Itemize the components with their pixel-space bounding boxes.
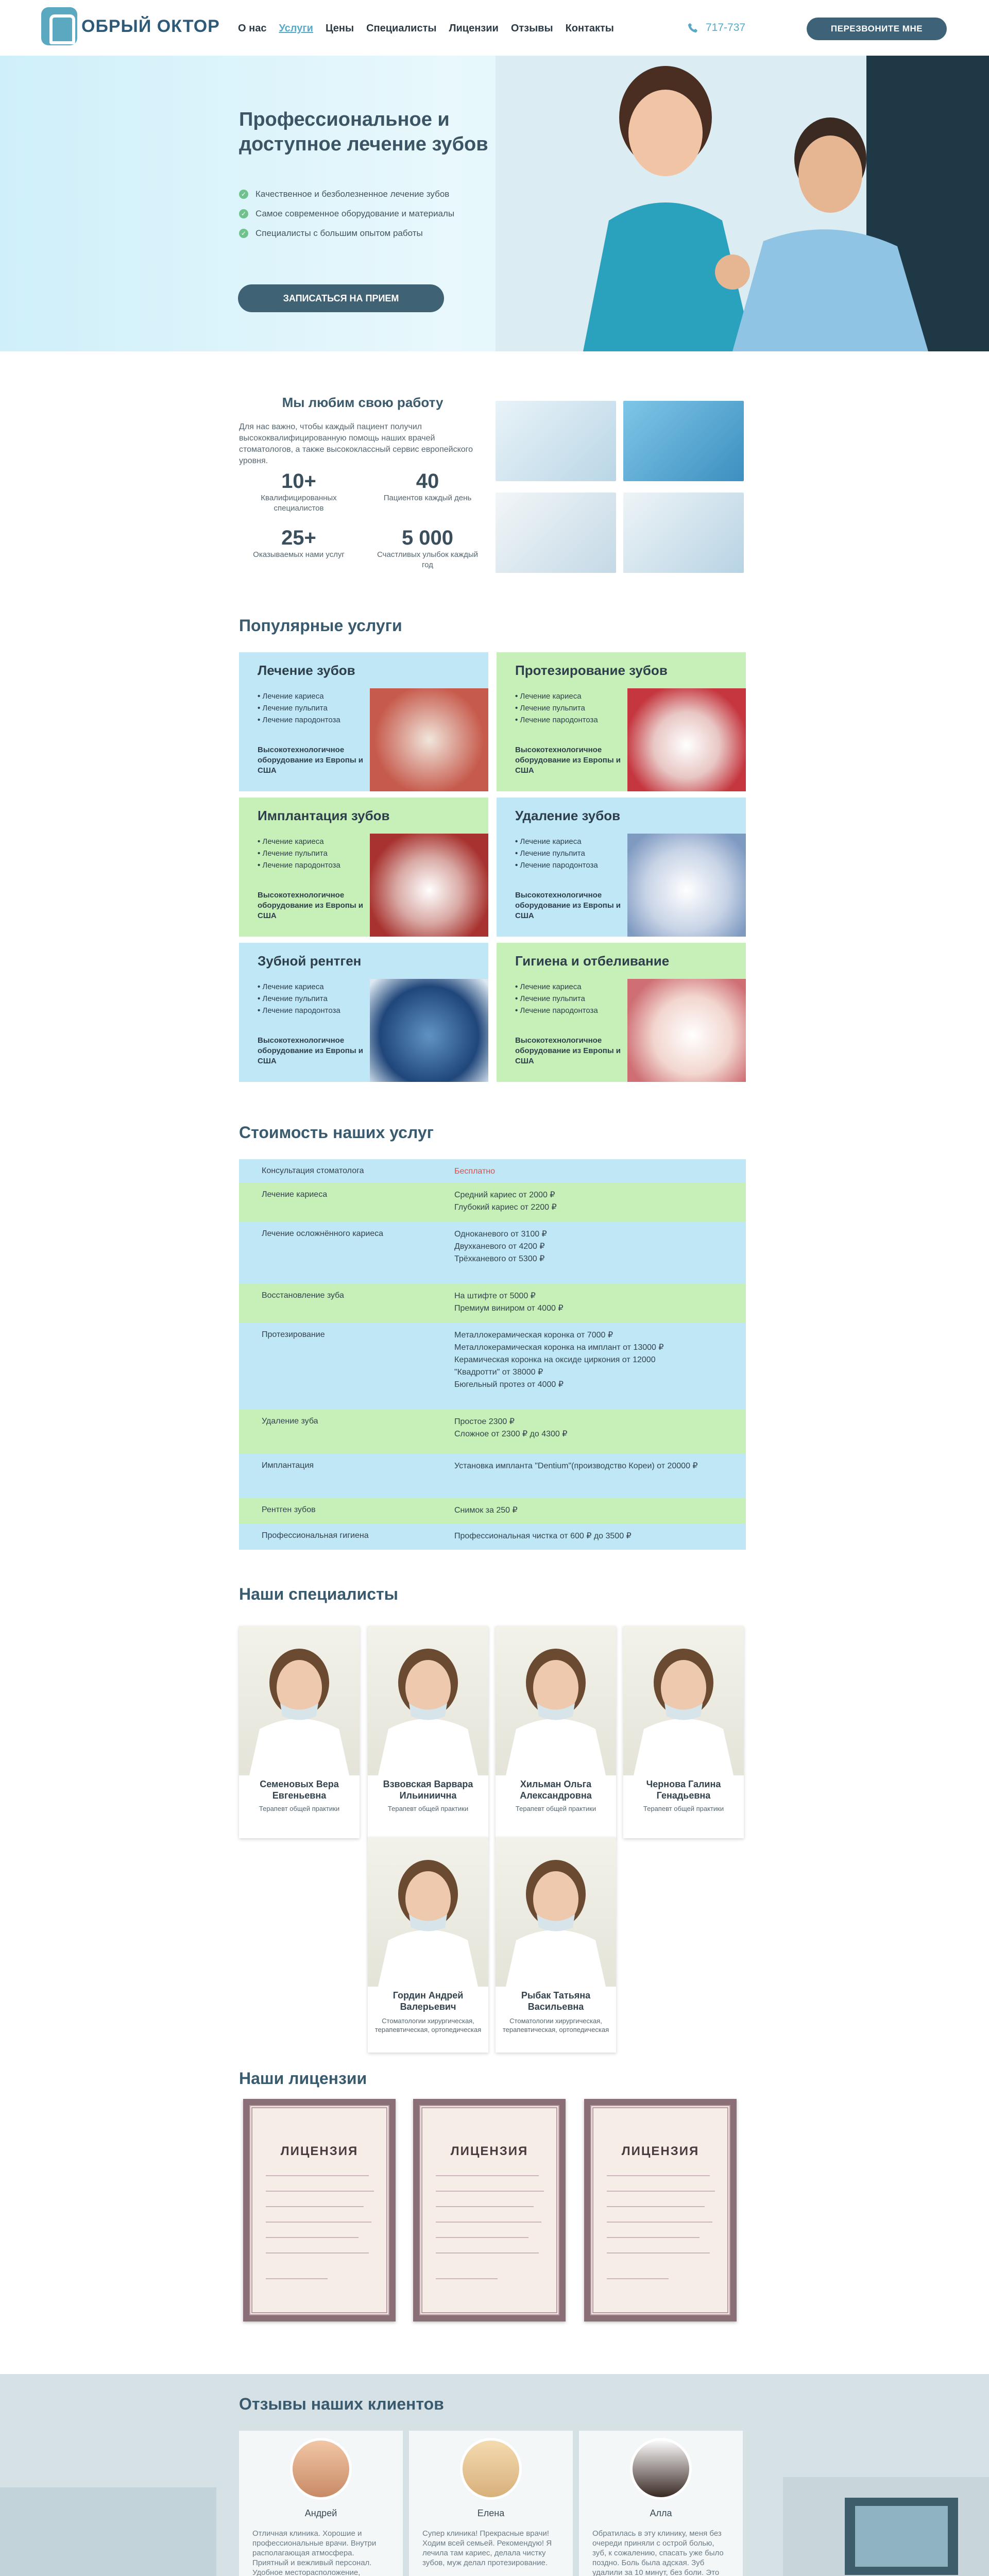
review-card: Алла Обратилась в эту клинику, меня без очереди приняли с острой болью, зуб, к сожалению, спасать уже было поздно. Боль была адская. Зуб удалили за 10 минут, без боли. Это [579, 2431, 743, 2576]
license-image[interactable]: ЛИЦЕНЗИЯ [413, 2099, 566, 2321]
price-row: Протезирование Металлокерамическая коронка от 7000 ₽ Металлокерамическая коронка на имплант от 13000 ₽ Керамическая коронка на оксиде циркония от 12000 "Квадротти" от 38000 ₽ Бюгельный протез от 4000 ₽ [239, 1323, 746, 1410]
service-card[interactable]: Лечение зубов • Лечение кариеса • Лечение пульпита • Лечение пародонтоза Высокотехнологичное оборудование из Европы и США [239, 652, 488, 791]
xray-image [370, 979, 488, 1082]
service-card[interactable]: Гигиена и отбеливание • Лечение кариеса • Лечение пульпита • Лечение пародонтоза Высокотехнологичное оборудование из Европы и США [497, 943, 746, 1082]
whitening-image [627, 979, 746, 1082]
license-image[interactable]: ЛИЦЕНЗИЯ [243, 2099, 396, 2321]
prosthetics-image [627, 688, 746, 791]
hero-photo [496, 56, 989, 351]
specialist-card[interactable]: Гордин Андрей Валерьевич Стоматологии хирургическая, терапевтическая, ортопедическая [368, 1837, 488, 2053]
price-row: Лечение кариеса Средний кариес от 2000 ₽ Глубокий кариес от 2200 ₽ [239, 1183, 746, 1222]
implant-image [370, 834, 488, 937]
nav-item-services[interactable]: Услуги [279, 23, 313, 34]
price-row: Восстановление зуба На штифте от 5000 ₽ Премиум виниром от 4000 ₽ [239, 1284, 746, 1323]
nav-item-contacts[interactable]: Контакты [565, 23, 614, 34]
hero-benefit: ✓ Самое современное оборудование и материалы [239, 204, 454, 224]
header-phone[interactable] [687, 22, 745, 34]
specialists-title: Наши специалисты [239, 1585, 398, 1603]
avatar [630, 2438, 692, 2500]
about-title: Мы любим свою работу [282, 395, 444, 410]
phone-icon [687, 22, 698, 33]
about-photo [496, 401, 616, 481]
tooth-treatment-image [370, 688, 488, 791]
specialist-card[interactable]: Чернова Галина Генадьевна Терапевт общей практики [623, 1626, 744, 1838]
review-card: Андрей Отличная клиника. Хорошие и профессиональные врачи. Внутри располагающая атмосфера. Приятный и вежливый персонал. Удобное месторасположение, [239, 2431, 403, 2576]
stat-services: 25+ Оказываемых нами услуг [253, 527, 345, 559]
specialist-card[interactable]: Хильман Ольга Александровна Терапевт общей практики [496, 1626, 616, 1838]
nav-item-about[interactable]: О нас [238, 23, 267, 34]
stat-patients: 40 Пациентов каждый день [383, 470, 472, 502]
reviews-section [0, 2374, 989, 2576]
price-row: Удаление зуба Простое 2300 ₽ Сложное от 2300 ₽ до 4300 ₽ [239, 1410, 746, 1454]
service-card[interactable]: Имплантация зубов • Лечение кариеса • Лечение пульпита • Лечение пародонтоза Высокотехнологичное оборудование из Европы и США [239, 798, 488, 937]
price-row: Имплантация Установка импланта "Dentium"(производство Кореи) от 20000 ₽ [239, 1454, 746, 1498]
specialist-card[interactable]: Взвовская Варвара Ильиниична Терапевт общей практики [368, 1626, 488, 1838]
service-card[interactable]: Зубной рентген • Лечение кариеса • Лечение пульпита • Лечение пародонтоза Высокотехнологичное оборудование из Европы и США [239, 943, 488, 1082]
hero-benefit: ✓ Качественное и безболезненное лечение зубов [239, 184, 454, 204]
about-text: Для нас важно, чтобы каждый пациент получил высококвалифицированную помощь наших врачей стоматологов, а также высококлассный сервис европейского уровня. [239, 422, 473, 465]
specialist-photo [496, 1626, 616, 1775]
tooth-logo-icon [41, 7, 77, 45]
specialist-photo [239, 1626, 360, 1775]
specialist-photo [623, 1626, 744, 1775]
price-row: Рентген зубов Снимок за 250 ₽ [239, 1498, 746, 1524]
check-icon: ✓ [239, 229, 248, 238]
hero-benefit: ✓ Специалисты с большим опытом работы [239, 224, 454, 243]
check-icon: ✓ [239, 190, 248, 199]
review-card: Елена Супер клиника! Прекрасные врачи! Ходим всей семьей. Рекомендую! Я лечила там кариес, делала чистку зубов, муж делал протезирование. [409, 2431, 573, 2576]
main-nav [238, 23, 614, 35]
hero-title: Профессиональное и доступное лечение зубов [239, 109, 488, 155]
service-card[interactable]: Удаление зубов • Лечение кариеса • Лечение пульпита • Лечение пародонтоза Высокотехнологичное оборудование из Европы и США [497, 798, 746, 937]
avatar [290, 2438, 352, 2500]
services-title: Популярные услуги [239, 616, 402, 635]
price-row: Профессиональная гигиена Профессиональная чистка от 600 ₽ до 3500 ₽ [239, 1524, 746, 1550]
license-image[interactable]: ЛИЦЕНЗИЯ [584, 2099, 737, 2321]
specialist-card[interactable]: Семеновых Вера Евгеньевна Терапевт общей практики [239, 1626, 360, 1838]
specialist-photo [368, 1837, 488, 1987]
nav-item-prices[interactable]: Цены [325, 23, 354, 34]
about-photo [623, 493, 744, 573]
specialist-photo [496, 1837, 616, 1987]
nav-item-reviews[interactable]: Отзывы [510, 23, 553, 34]
stat-smiles: 5 000 Счастливых улыбок каждый год [377, 527, 478, 569]
prices-title: Стоимость наших услуг [239, 1123, 434, 1142]
stat-specialists: 10+ Квалифицированных специалистов [261, 470, 337, 513]
logo[interactable] [41, 7, 220, 45]
book-appointment-button[interactable]: ЗАПИСАТЬСЯ НА ПРИЕМ [238, 284, 444, 312]
callback-button[interactable]: ПЕРЕЗВОНИТЕ МНЕ [807, 18, 947, 40]
logo-text: ОБРЫЙ ОКТОР [81, 16, 220, 36]
avatar [460, 2438, 522, 2500]
header-phone-number: 717-737 [706, 22, 746, 33]
price-row: Лечение осложнённого кариеса Одноканевого от 3100 ₽ Двухканевого от 4200 ₽ Трёхканевого от 5300 ₽ [239, 1222, 746, 1284]
nav-item-licenses[interactable]: Лицензии [449, 23, 499, 34]
specialist-card[interactable]: Рыбак Татьяна Васильевна Стоматологии хирургическая, терапевтическая, ортопедическая [496, 1837, 616, 2053]
nav-item-specialists[interactable]: Специалисты [366, 23, 437, 34]
service-card[interactable]: Протезирование зубов • Лечение кариеса • Лечение пульпита • Лечение пародонтоза Высокотехнологичное оборудование из Европы и США [497, 652, 746, 791]
about-photo [496, 493, 616, 573]
price-row: Консультация стоматолога Бесплатно [239, 1159, 746, 1183]
about-photo [623, 401, 744, 481]
hero-benefits [239, 184, 454, 243]
licenses-title: Наши лицензии [239, 2069, 367, 2088]
reviews-title: Отзывы наших клиентов [239, 2395, 444, 2413]
specialist-photo [368, 1626, 488, 1775]
hero [0, 56, 989, 351]
extraction-image [627, 834, 746, 937]
header [0, 0, 989, 56]
check-icon: ✓ [239, 209, 248, 218]
